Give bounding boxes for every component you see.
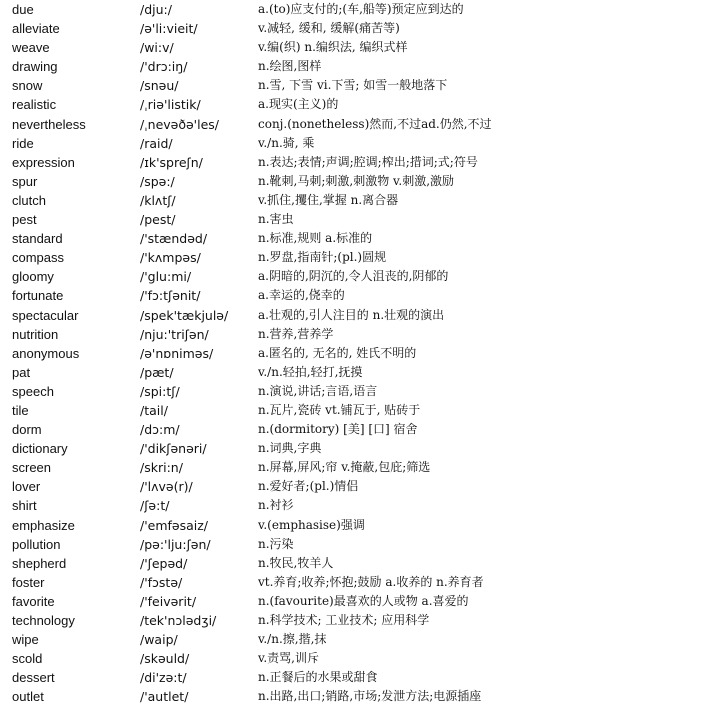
- meaning: n.衬衫: [258, 498, 294, 513]
- vocab-row: [0, 95, 706, 114]
- meaning: n.营养,营养学: [258, 326, 334, 341]
- vocab-row: [0, 668, 706, 687]
- meaning: v.(emphasise)强调: [258, 517, 365, 532]
- word: wipe: [12, 632, 39, 648]
- phonetic: /pæt/: [140, 364, 174, 380]
- word: technology: [12, 613, 75, 628]
- word: nevertheless: [12, 116, 86, 132]
- word: pest: [12, 212, 37, 228]
- phonetic: /skəuld/: [140, 651, 190, 667]
- vocab-row: [0, 439, 706, 458]
- meaning: a.阴暗的,阴沉的,令人沮丧的,阴郁的: [258, 269, 449, 284]
- phonetic: /'glu:mi/: [140, 269, 192, 285]
- vocab-row: [0, 535, 706, 554]
- meaning: n.雪, 下雪 vi.下雪; 如雪一般地落下: [258, 78, 448, 93]
- meaning: n.标准,规则 a.标准的: [258, 231, 373, 246]
- phonetic: /tek'nɔlədʒi/: [140, 613, 217, 628]
- meaning: n.罗盘,指南针;(pl.)圆规: [258, 250, 387, 265]
- phonetic: /ˌnevəðə'les/: [140, 116, 220, 132]
- word: weave: [12, 40, 50, 56]
- vocab-row: [0, 0, 706, 19]
- phonetic: /'stændəd/: [140, 231, 208, 247]
- phonetic: /'lʌvə(r)/: [140, 479, 193, 495]
- vocab-row: [0, 57, 706, 76]
- phonetic: /'dikʃənəri/: [140, 441, 207, 457]
- vocab-row: [0, 477, 706, 496]
- meaning: a.壮观的,引人注目的 n.壮观的演出: [258, 307, 445, 322]
- word: scold: [12, 651, 43, 667]
- word: anonymous: [12, 345, 80, 361]
- vocab-row: [0, 191, 706, 210]
- meaning: n.科学技术; 工业技术; 应用科学: [258, 613, 430, 627]
- vocab-row: [0, 306, 706, 325]
- vocab-row: [0, 554, 706, 573]
- vocab-row: [0, 344, 706, 363]
- vocab-row: [0, 134, 706, 153]
- vocab-row: [0, 38, 706, 57]
- phonetic: /klʌtʃ/: [140, 192, 176, 208]
- phonetic: /dɔ:m/: [140, 422, 180, 438]
- word: lover: [12, 479, 41, 495]
- vocab-row: [0, 630, 706, 649]
- vocab-row: [0, 267, 706, 286]
- word: pat: [12, 364, 31, 380]
- vocab-row: [0, 229, 706, 248]
- phonetic: /waip/: [140, 632, 178, 648]
- meaning: n.出路,出口;销路,市场;发泄方法;电源插座: [258, 689, 482, 704]
- phonetic: /ʃə:t/: [140, 498, 170, 514]
- phonetic: /wi:v/: [140, 40, 174, 56]
- word: favorite: [12, 593, 55, 609]
- meaning: v./n.擦,揩,抹: [258, 632, 327, 647]
- word: standard: [12, 231, 63, 247]
- phonetic: /spi:tʃ/: [140, 383, 180, 399]
- phonetic: /spek'tækjulə/: [140, 307, 229, 323]
- meaning: v.编(织) n.编织法, 编织式样: [258, 40, 408, 55]
- meaning: n.害虫: [258, 212, 294, 227]
- word: pollution: [12, 536, 61, 552]
- phonetic: /spə:/: [140, 173, 175, 189]
- phonetic: /dju:/: [140, 2, 172, 17]
- vocab-row: [0, 210, 706, 229]
- word: speech: [12, 383, 54, 399]
- word: due: [12, 2, 34, 17]
- phonetic: /skri:n/: [140, 460, 183, 476]
- word: realistic: [12, 97, 57, 113]
- vocab-row: [0, 592, 706, 611]
- meaning: n.爱好者;(pl.)情侣: [258, 479, 359, 494]
- meaning: v./n.骑, 乘: [258, 135, 315, 150]
- phonetic: /'autlet/: [140, 689, 189, 705]
- meaning: n.靴刺,马刺;刺激,刺激物 v.刺激,激励: [258, 173, 455, 188]
- vocab-row: [0, 420, 706, 439]
- word: screen: [12, 460, 52, 476]
- phonetic: /ˌriə'listik/: [140, 97, 201, 113]
- meaning: v.责骂,训斥: [258, 651, 319, 666]
- meaning: n.(favourite)最喜欢的人或物 a.喜爱的: [258, 593, 469, 608]
- word: foster: [12, 574, 45, 590]
- meaning: v.减轻, 缓和, 缓解(痛苦等): [258, 21, 400, 36]
- phonetic: /'fɔ:tʃənit/: [140, 288, 201, 304]
- meaning: n.词典,字典: [258, 441, 322, 456]
- meaning: conj.(nonetheless)然而,不过ad.仍然,不过: [258, 116, 492, 131]
- word: expression: [12, 154, 75, 170]
- vocab-row: [0, 248, 706, 267]
- meaning: n.牧民,牧羊人: [258, 555, 334, 570]
- vocab-row: [0, 363, 706, 382]
- word: dessert: [12, 670, 55, 686]
- meaning: a.现实(主义)的: [258, 97, 339, 112]
- phonetic: /nju:'triʃən/: [140, 326, 209, 342]
- meaning: n.(dormitory) [美] [口] 宿舍: [258, 422, 418, 437]
- word: compass: [12, 250, 65, 266]
- phonetic: /ɪk'spreʃn/: [140, 154, 203, 170]
- meaning: v./n.轻拍,轻打,抚摸: [258, 364, 363, 379]
- word: spectacular: [12, 307, 79, 323]
- vocab-row: [0, 458, 706, 477]
- word: dorm: [12, 422, 42, 438]
- meaning: a.匿名的, 无名的, 姓氏不明的: [258, 345, 417, 360]
- word: tile: [12, 402, 29, 418]
- meaning: n.绘图,图样: [258, 59, 322, 74]
- meaning: v.抓住,攫住,掌握 n.离合器: [258, 192, 399, 207]
- phonetic: /ə'nɒniməs/: [140, 345, 214, 361]
- phonetic: /snəu/: [140, 78, 179, 94]
- vocab-row: [0, 516, 706, 535]
- phonetic: /pest/: [140, 212, 176, 228]
- word: outlet: [12, 689, 44, 705]
- word: alleviate: [12, 21, 60, 37]
- word: gloomy: [12, 269, 54, 285]
- vocab-row: [0, 649, 706, 668]
- vocab-row: [0, 153, 706, 172]
- vocab-row: [0, 172, 706, 191]
- word: ride: [12, 135, 34, 151]
- phonetic: /'ʃepəd/: [140, 555, 188, 571]
- word: emphasize: [12, 517, 75, 533]
- meaning: n.正餐后的水果或甜食: [258, 670, 378, 685]
- phonetic: /'emfəsaiz/: [140, 517, 209, 533]
- vocab-row: [0, 286, 706, 305]
- vocab-row: [0, 325, 706, 344]
- phonetic: /pə:'lju:ʃən/: [140, 536, 211, 552]
- phonetic: /tail/: [140, 402, 168, 418]
- vocab-row: [0, 496, 706, 515]
- phonetic: /raid/: [140, 135, 173, 151]
- meaning: n.屏幕,屏风;帘 v.掩蔽,包庇;筛选: [258, 460, 431, 475]
- phonetic: /ə'li:vieit/: [140, 21, 198, 37]
- vocab-row: [0, 687, 706, 706]
- vocab-row: [0, 401, 706, 420]
- meaning: n.污染: [258, 536, 294, 551]
- word: nutrition: [12, 326, 59, 342]
- vocab-row: [0, 76, 706, 95]
- word: clutch: [12, 192, 46, 208]
- vocab-row: [0, 573, 706, 592]
- phonetic: /di'zə:t/: [140, 670, 187, 686]
- vocab-row: [0, 19, 706, 38]
- vocab-row: [0, 611, 706, 630]
- word: fortunate: [12, 288, 64, 304]
- word: dictionary: [12, 441, 68, 457]
- meaning: vt.养育;收养;怀抱;鼓励 a.收养的 n.养育者: [258, 574, 484, 589]
- phonetic: /'kʌmpəs/: [140, 250, 201, 266]
- word: spur: [12, 173, 38, 189]
- phonetic: /'feivərit/: [140, 593, 197, 609]
- vocab-row: [0, 115, 706, 134]
- meaning: n.表达;表情;声调;腔调;榨出;措词;式;符号: [258, 154, 478, 169]
- phonetic: /'fɔstə/: [140, 574, 183, 590]
- vocab-row: [0, 382, 706, 401]
- meaning: a.(to)应支付的;(车,船等)预定应到达的: [258, 2, 464, 16]
- word: snow: [12, 78, 43, 94]
- word: shepherd: [12, 555, 67, 571]
- phonetic: /'drɔ:iŋ/: [140, 59, 188, 75]
- word: drawing: [12, 59, 58, 75]
- word: shirt: [12, 498, 37, 514]
- meaning: a.幸运的,侥幸的: [258, 288, 345, 303]
- meaning: n.演说,讲话;言语,语言: [258, 383, 378, 398]
- meaning: n.瓦片,瓷砖 vt.铺瓦于, 贴砖于: [258, 402, 421, 417]
